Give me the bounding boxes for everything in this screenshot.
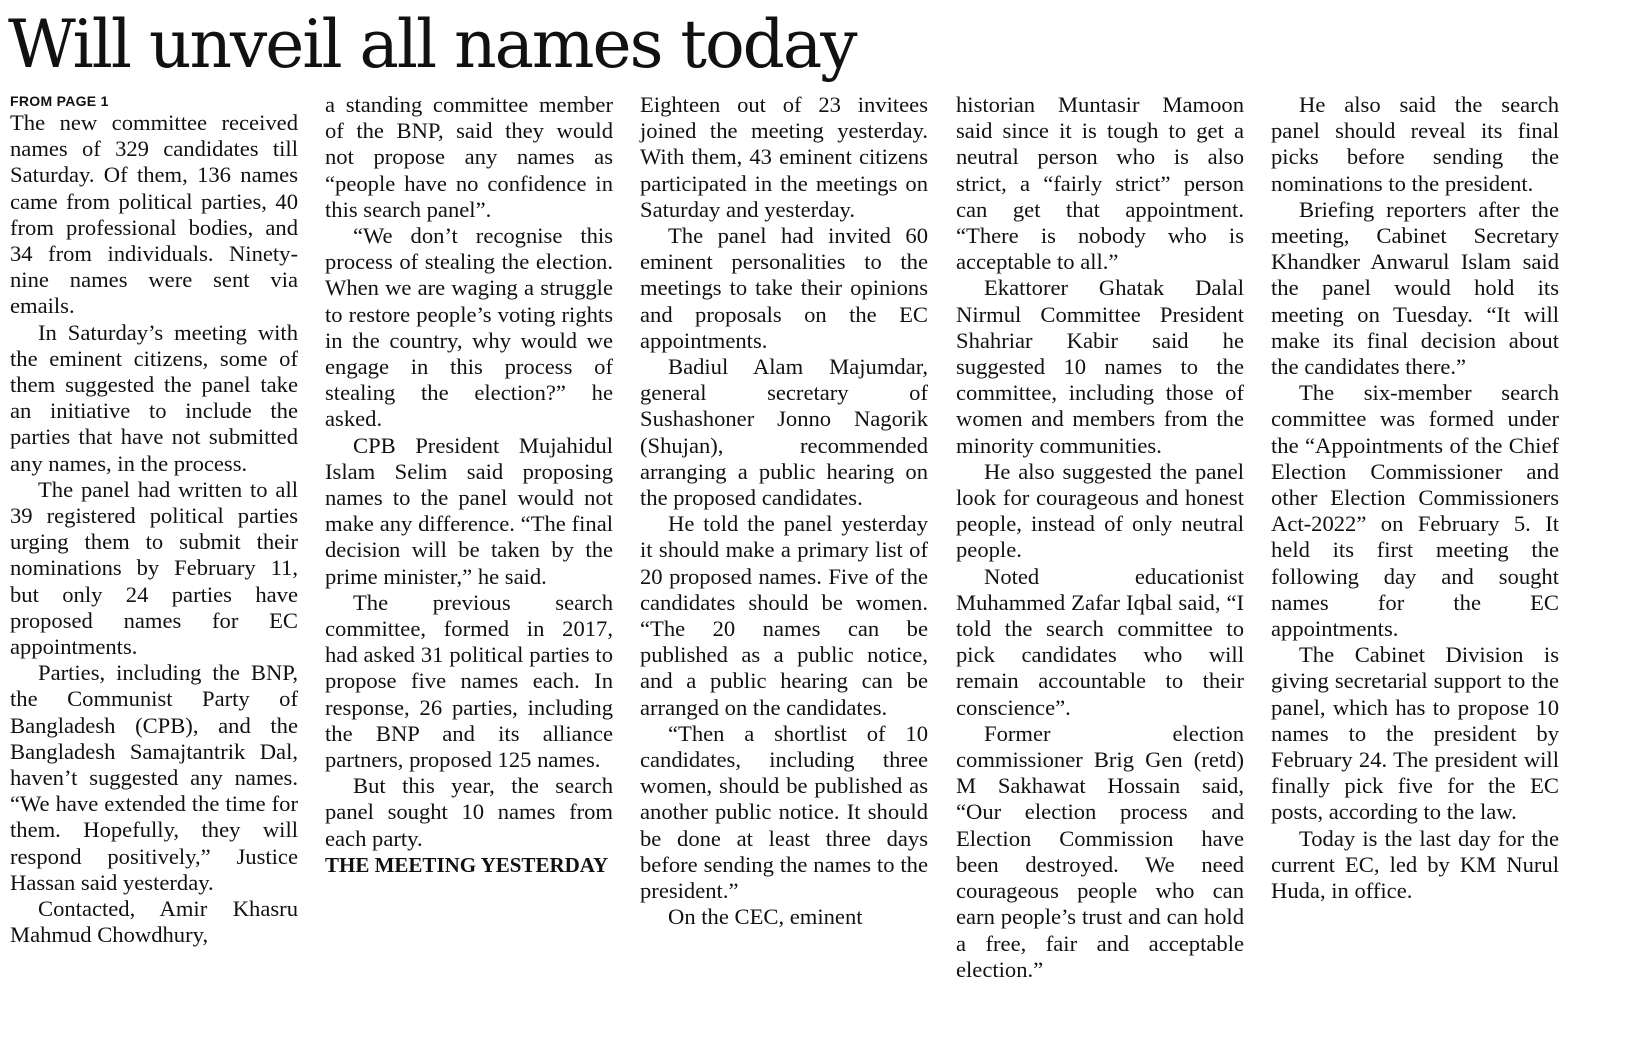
paragraph: The previous search committee, formed in 2017, had asked 31 political parties to propose five names each. In response, 26 parties, including the BNP and its alliance partners, proposed 125 names. bbox=[325, 589, 613, 773]
article-column-4 bbox=[956, 92, 1244, 983]
paragraph: “Then a shortlist of 10 candidates, including three women, should be published as another public notice. It should be done at least three days before sending the names to the president.” bbox=[640, 720, 928, 904]
paragraph: On the CEC, eminent bbox=[668, 904, 863, 930]
paragraph: Contacted, Amir Khasru Mahmud Chowdhury, bbox=[10, 896, 298, 948]
paragraph: “We don’t recognise this process of stealing the election. When we are waging a struggle to restore people’s voting rights in the country, why would we engage in this process of stealing the election?” he asked. bbox=[325, 223, 613, 432]
continued-from-label: FROM PAGE 1 bbox=[10, 93, 109, 109]
paragraph: Today is the last day for the current EC, led by KM Nurul Huda, in office. bbox=[1271, 825, 1559, 904]
paragraph: Parties, including the BNP, the Communist Party of Bangladesh (CPB), and the Bangladesh Samajtantrik Dal, haven’t suggested any names. “We have extended the time for them. Hopefully, they will respond positively,” Justice Hassan said yesterday. bbox=[10, 660, 298, 895]
paragraph: CPB President Mujahidul Islam Selim said proposing names to the panel would not make any difference. “The final decision will be taken by the prime minister,” he said. bbox=[325, 432, 613, 589]
headline: Will unveil all names today bbox=[8, 6, 856, 83]
paragraph: But this year, the search panel sought 10 names from each party. bbox=[325, 773, 613, 851]
paragraph: In Saturday’s meeting with the eminent citizens, some of them suggested the panel take an initiative to include the parties that have not submitted any names, in the process. bbox=[10, 319, 298, 476]
paragraph: Briefing reporters after the meeting, Cabinet Secretary Khandker Anwarul Islam said the panel would hold its meeting on Tuesday. “It will make its final decision about the candidates there.” bbox=[1271, 196, 1559, 380]
paragraph: The new committee received names of 329 candidates till Saturday. Of them, 136 names came from political parties, 40 from professional bodies, and 34 from individuals. Ninety-nine names were sent via emails. bbox=[10, 110, 298, 319]
paragraph: The panel had written to all 39 registered political parties urging them to submit their nominations by February 11, but only 24 parties have proposed names for EC appointments. bbox=[10, 476, 298, 660]
paragraph: The Cabinet Division is giving secretarial support to the panel, which has to propose 10 names to the president by February 24. The president will finally pick five for the EC posts, according to the law. bbox=[1271, 642, 1559, 825]
article-column-5 bbox=[1271, 92, 1559, 904]
paragraph: He told the panel yesterday it should make a primary list of 20 proposed names. Five of the candidates should be women. “The 20 names can be published as a public notice, and a public hearing can be arranged on the candidates. bbox=[640, 511, 928, 720]
paragraph: Former election commissioner Brig Gen (retd) M Sakhawat Hossain said, “Our election process and Election Commission have been destroyed. We need courageous people who can earn people’s trust and can hold a free, fair and acceptable election.” bbox=[956, 720, 1244, 982]
article-column-3 bbox=[640, 92, 928, 931]
paragraph: The six-member search committee was formed under the “Appointments of the Chief Election Commissioner and other Election Commissioners Act-2022” on February 5. It held its first meeting the following day and sought names for the EC appointments. bbox=[1271, 380, 1559, 642]
article-column-1 bbox=[10, 92, 298, 949]
paragraph: He also suggested the panel look for courageous and honest people, instead of only neutral people. bbox=[956, 458, 1244, 563]
paragraph: historian Muntasir Mamoon said since it is tough to get a neutral person who is also strict, a “fairly strict” person can get that appointment. “There is nobody who is acceptable to all.” bbox=[956, 92, 1244, 275]
section-subhead: THE MEETING YESTERDAY bbox=[325, 852, 609, 877]
paragraph: He also said the search panel should reveal its final picks before sending the nominations to the president. bbox=[1271, 92, 1559, 196]
paragraph: Badiul Alam Majumdar, general secretary of Sushashoner Jonno Nagorik (Shujan), recommended arranging a public hearing on the proposed candidates. bbox=[640, 354, 928, 511]
paragraph: Eighteen out of 23 invitees joined the meeting yesterday. With them, 43 eminent citizens participated in the meetings on Saturday and yesterday. bbox=[640, 92, 928, 222]
paragraph: a standing committee member of the BNP, said they would not propose any names as “people have no confidence in this search panel”. bbox=[325, 92, 613, 222]
paragraph: Ekattorer Ghatak Dalal Nirmul Committee President Shahriar Kabir said he suggested 10 names to the committee, including those of women and members from the minority communities. bbox=[956, 275, 1244, 458]
paragraph: The panel had invited 60 eminent personalities to the meetings to take their opinions and proposals on the EC appointments. bbox=[640, 223, 928, 353]
article-column-2 bbox=[325, 92, 613, 878]
paragraph: Noted educationist Muhammed Zafar Iqbal said, “I told the search committee to pick candidates who will remain accountable to their conscience”. bbox=[956, 563, 1244, 720]
